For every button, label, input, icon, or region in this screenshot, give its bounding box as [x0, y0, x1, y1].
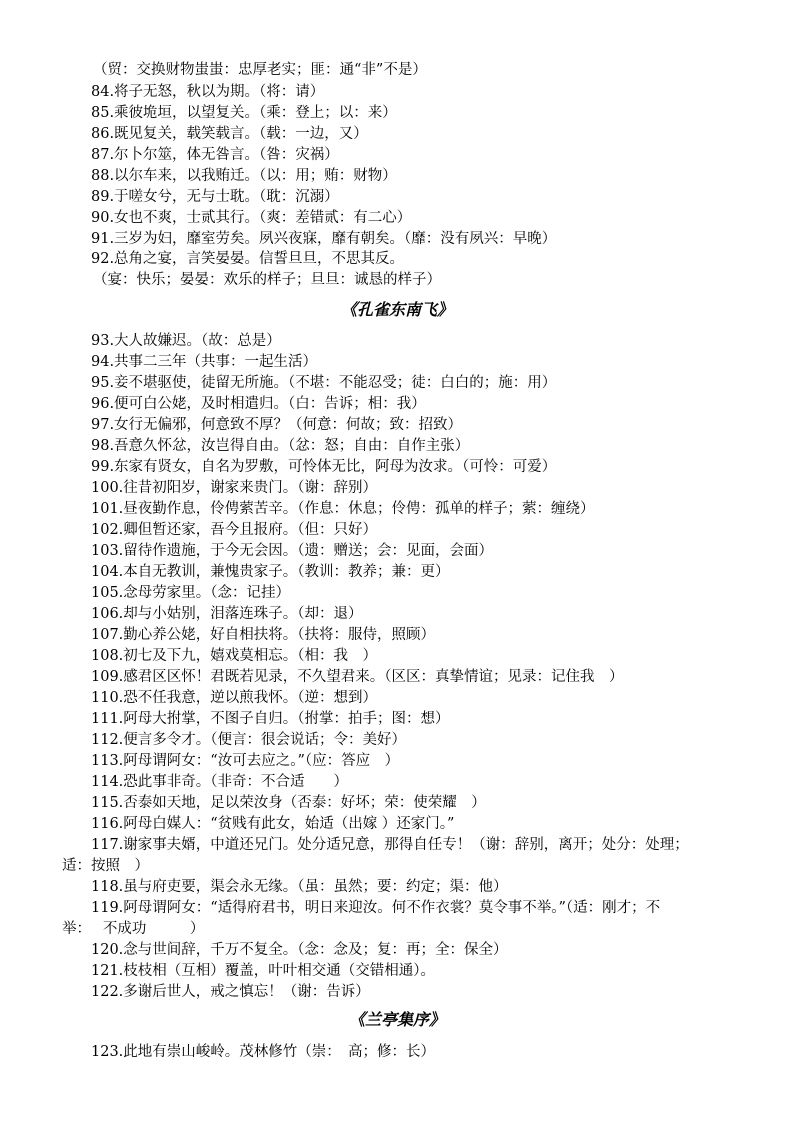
entry-102: 102.卿但暂还家，吾今且报府。（但：只好） [91, 522, 378, 538]
entry-104: 104.本自无教训，兼愧贵家子。（教训：教养；兼：更） [91, 564, 450, 580]
entry-95: 95.妾不堪驱使，徒留无所施。（不堪：不能忍受；徒：白白的；施：用） [91, 375, 557, 391]
section-title-kongque: 《孔雀东南飞》 [340, 300, 453, 319]
entry-86: 86.既见复关，载笑载言。（载：一边，又） [91, 126, 368, 142]
entry-109: 109.感君区区怀！君既若见录，不久望君来。（区区：真挚情谊；见录：记住我 ） [91, 669, 624, 685]
entry-119: 119.阿母谓阿女：“适得府君书，明日来迎汝。何不作衣裳？莫令事不举。”（适：刚才；不 [91, 900, 661, 916]
entry-105: 105.念母劳家里。（念：记挂） [91, 585, 291, 601]
entry-100: 100.往昔初阳岁，谢家来贵门。（谢：辞别） [91, 480, 378, 496]
entry-96: 96.便可白公姥，及时相遣归。（白：告诉；相：我） [91, 396, 426, 412]
entry-101: 101.昼夜勤作息，伶俜萦苦辛。（作息：休息；伶俜：孤单的样子；萦：缠绕） [91, 501, 595, 517]
entry-94: 94.共事二三年（共事：一起生活） [91, 354, 318, 370]
entry-85: 85.乘彼垝垣，以望复关。（乘：登上；以：来） [91, 105, 397, 121]
entry-111: 111.阿母大拊掌，不图子自归。（拊掌：拍手；图：想） [91, 711, 450, 727]
entry-84: 84.将子无怒，秋以为期。（将：请） [91, 84, 325, 100]
entry-114: 114.恐此事非奇。（非奇：不合适 ） [91, 774, 349, 790]
entry-107: 107.勤心养公姥，好自相扶将。（扶将：服侍，照顾） [91, 627, 436, 643]
entry-123: 123.此地有崇山峻岭。茂林修竹（崇： 高；修：长） [91, 1044, 436, 1060]
entry-122: 122.多谢后世人，戒之慎忘！（谢：告诉） [91, 984, 370, 1000]
entry-117: 117.谢家事夫婿，中道还兄门。处分适兄意，那得自任专！（谢：辞别，离开；处分：处理； [91, 837, 689, 853]
entry-120: 120.念与世间辞，千万不复全。（念：念及；复：再；全：保全） [91, 942, 508, 958]
entry-89: 89.于嗟女兮，无与士耽。（耽：沉溺） [91, 189, 339, 205]
entry-90: 90.女也不爽，士贰其行。（爽：差错贰：有二心） [91, 210, 412, 226]
entry-92: 92.总角之宴，言笑晏晏。信誓旦旦，不思其反。 [91, 251, 405, 267]
note-line-92: （宴：快乐；晏晏：欢乐的样子；旦旦：诚恳的样子） [93, 272, 441, 288]
entry-98: 98.吾意久怀忿，汝岂得自由。（忿：怒；自由：自作主张） [91, 438, 470, 454]
entry-115: 115.否泰如天地，足以荣汝身（否泰：好坏；荣：使荣耀 ） [91, 795, 486, 811]
entry-117-continuation: 适：按照 ） [62, 858, 149, 874]
section-title-lanting: 《兰亭集序》 [348, 1010, 445, 1029]
entry-113: 113.阿母谓阿女：“汝可去应之。”（应：答应 ） [91, 753, 400, 769]
entry-97: 97.女行无偏邪，何意致不厚？（何意：何故；致：招致） [91, 417, 463, 433]
entry-91: 91.三岁为妇，靡室劳矣。夙兴夜寐，靡有朝矣。（靡：没有夙兴：早晚） [91, 231, 557, 247]
entry-118: 118.虽与府吏要，渠会永无缘。（虽：虽然；要：约定；渠：他） [91, 879, 508, 895]
entry-112: 112.便言多令才。（便言：很会说话；令：美好） [91, 732, 407, 748]
entry-103: 103.留待作遗施，于今无会因。（遗：赠送；会：见面，会面） [91, 543, 494, 559]
entry-110: 110.恐不任我意，逆以煎我怀。（逆：想到） [91, 690, 378, 706]
entry-121: 121.枝枝相（互相）覆盖，叶叶相交通（交错相通）。 [91, 963, 436, 979]
entry-108: 108.初七及下九，嬉戏莫相忘。（相：我 ） [91, 648, 378, 664]
entry-119-continuation: 举： 不成功 ） [62, 921, 205, 937]
entry-99: 99.东家有贤女，自名为罗敷，可怜体无比，阿母为汝求。（可怜：可爱） [91, 459, 557, 475]
entry-88: 88.以尔车来，以我贿迁。（以：用；贿：财物） [91, 168, 397, 184]
note-line-83: （贸：交换财物蚩蚩：忠厚老实；匪：通“非”不是） [93, 62, 427, 78]
entry-116: 116.阿母白媒人：“贫贱有此女，始适（出嫁 ）还家门。” [91, 816, 455, 832]
entry-87: 87.尔卜尔筮，体无咎言。（咎：灾祸） [91, 147, 339, 163]
entry-106: 106.却与小姑别，泪落连珠子。（却：退） [91, 606, 363, 622]
entry-93: 93.大人故嫌迟。（故：总是） [91, 333, 281, 349]
